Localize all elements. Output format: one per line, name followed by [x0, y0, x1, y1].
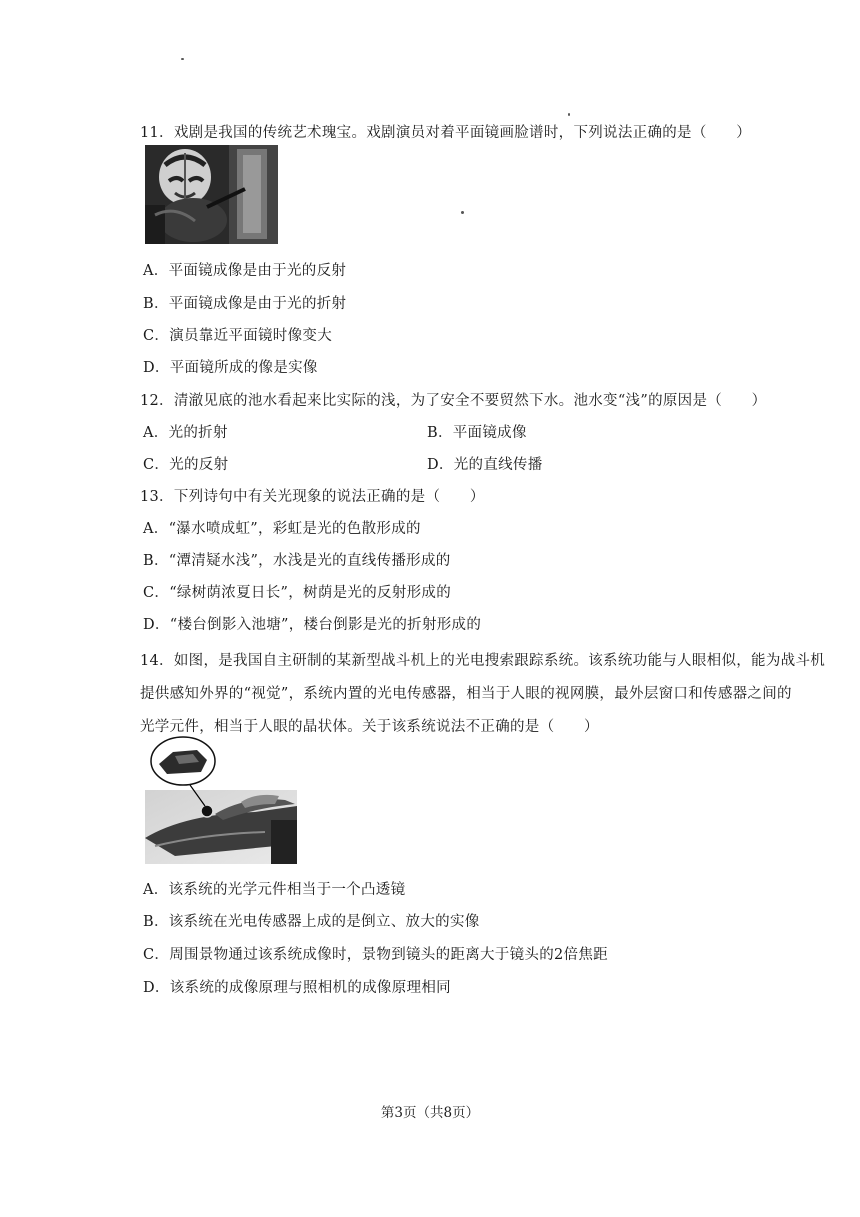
scan-speck: [461, 211, 464, 214]
question-13-option-b: B．“潭清疑水浅”，水浅是光的直线传播形成的: [143, 553, 451, 569]
question-11-option-b: B．平面镜成像是由于光的折射: [143, 296, 347, 312]
question-11-option-a: A．平面镜成像是由于光的反射: [143, 263, 347, 279]
scan-speck: [568, 113, 570, 116]
page-number-footer: 第3页（共8页）: [380, 1105, 480, 1121]
question-14-stem-line-2: 提供感知外界的“视觉”，系统内置的光电传感器，相当于人眼的视网膜，最外层窗口和传感器之间的: [140, 686, 792, 702]
fighter-jet-sensor-photo: [145, 734, 297, 864]
question-11-stem: 11．戏剧是我国的传统艺术瑰宝。戏剧演员对着平面镜画脸谱时，下列说法正确的是（ ）: [140, 125, 752, 141]
question-12-option-a: A．光的折射: [143, 425, 228, 441]
question-14-stem-line-1: 14．如图，是我国自主研制的某新型战斗机上的光电搜索跟踪系统。该系统功能与人眼相似，能为战斗机: [140, 653, 826, 669]
question-13-option-a: A．“瀑水喷成虹”，彩虹是光的色散形成的: [143, 521, 421, 537]
opera-mask-photo: [145, 145, 278, 244]
question-12-option-d: D．光的直线传播: [427, 457, 543, 473]
scan-speck: [181, 58, 184, 60]
question-14-stem-line-3: 光学元件，相当于人眼的晶状体。关于该系统说法不正确的是（ ）: [140, 719, 599, 735]
question-13-option-d: D．“楼台倒影入池塘”，楼台倒影是光的折射形成的: [143, 617, 482, 633]
question-14-option-a: A．该系统的光学元件相当于一个凸透镜: [143, 882, 406, 898]
question-11-option-c: C．演员靠近平面镜时像变大: [143, 328, 332, 344]
question-14-option-d: D．该系统的成像原理与照相机的成像原理相同: [143, 980, 451, 996]
question-12-stem: 12．清澈见底的池水看起来比实际的浅，为了安全不要贸然下水。池水变“浅”的原因是（ ）: [140, 393, 767, 409]
question-14-option-c: C．周围景物通过该系统成像时，景物到镜头的距离大于镜头的2倍焦距: [143, 947, 608, 963]
question-11-option-d: D．平面镜所成的像是实像: [143, 360, 318, 376]
question-12-option-b: B．平面镜成像: [427, 425, 527, 441]
question-12-option-c: C．光的反射: [143, 457, 229, 473]
question-14-option-b: B．该系统在光电传感器上成的是倒立、放大的实像: [143, 914, 480, 930]
question-13-stem: 13．下列诗句中有关光现象的说法正确的是（ ）: [140, 489, 485, 505]
question-13-option-c: C．“绿树荫浓夏日长”，树荫是光的反射形成的: [143, 585, 452, 601]
